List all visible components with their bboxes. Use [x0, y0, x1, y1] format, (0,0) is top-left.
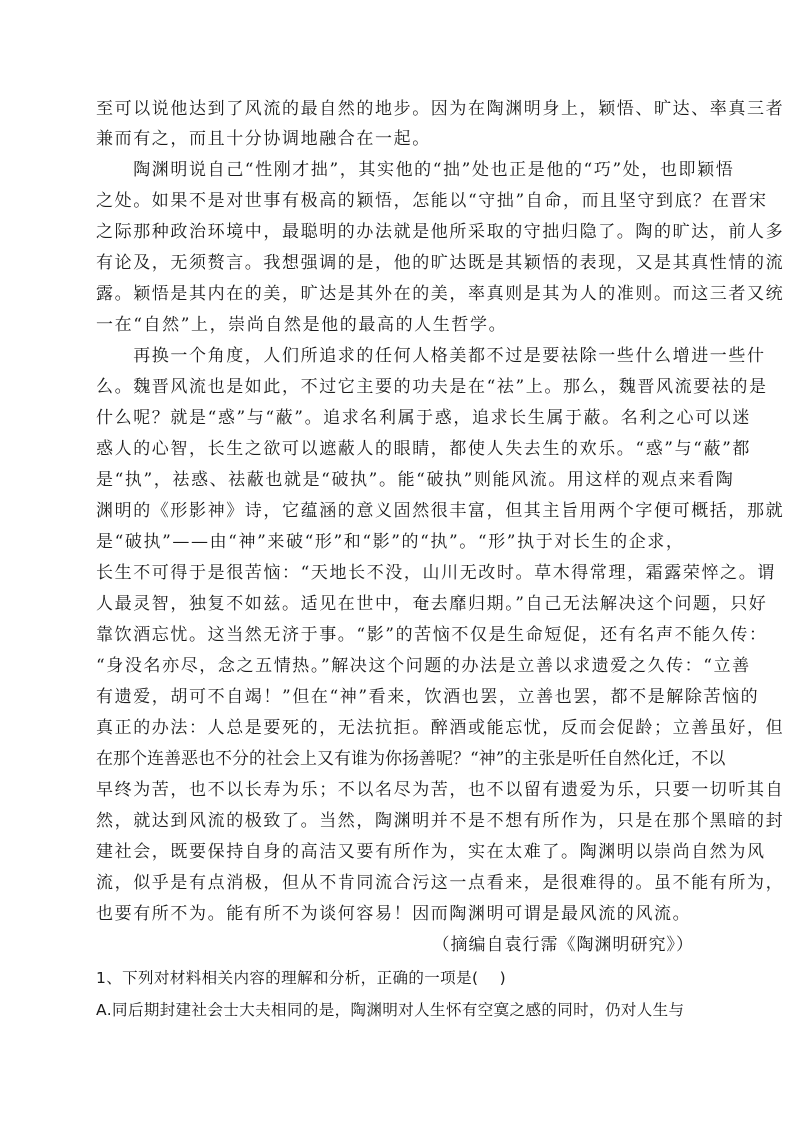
- passage-line: 长生不可得于是很苦恼：“天地长不没，山川无改时。草木得常理，霜露荣悴之。谓: [96, 563, 776, 583]
- passage-line: 是“破执”——由“神”来破“形”和“影”的“执”。“形”执于对长生的企求，: [96, 532, 685, 552]
- passage-line: 之处。如果不是对世事有极高的颖悟，怎能以“守拙”自命，而且坚守到底？在晋宋: [96, 191, 768, 211]
- passage-line: “身没名亦尽，念之五情热。”解决这个问题的办法是立善以求遗爱之久传：“立善: [96, 656, 751, 676]
- passage-line: 是“执”，祛惑、祛蔽也就是“破执”。能“破执”则能风流。用这样的观点来看陶: [96, 470, 735, 490]
- passage-line: 流，似乎是有点消极，但从不肯同流合污这一点看来，是很难得的。虽不能有所为，: [96, 873, 785, 893]
- passage-line: 人最灵智，独复不如兹。适见在世中，奄去靡归期。”自己无法解决这个问题，只好: [96, 594, 768, 614]
- passage-line: 惑人的心智，长生之欲可以遮蔽人的眼睛，都使人失去生的欢乐。“惑”与“蔽”都: [96, 439, 751, 459]
- question-stem: 1、下列对材料相关内容的理解和分析，正确的一项是( ): [96, 969, 507, 987]
- passage-line: 渊明的《形影神》诗，它蕴涵的意义固然很丰富，但其主旨用两个字便可概括，那就: [96, 501, 785, 521]
- source-citation: （摘编自袁行霈《陶渊明研究》）: [432, 935, 694, 955]
- passage-line: 有遗爱，胡可不自竭！”但在“神”看来，饮酒也罢，立善也罢，都不是解除苦恼的: [96, 687, 760, 707]
- passage-line: 也要有所不为。能有所不为谈何容易！因而陶渊明可谓是最风流的风流。: [96, 904, 692, 924]
- passage-line: 陶渊明说自己“性刚才拙”，其实他的“拙”处也正是他的“巧”处，也即颖悟: [96, 160, 735, 180]
- passage-line: 早终为苦，也不以长寿为乐；不以名尽为苦，也不以留有遗爱为乐，只要一切听其自: [96, 780, 785, 800]
- passage-line: 真正的办法：人总是要死的，无法抗拒。醉酒或能忘忧，反而会促龄；立善虽好，但: [96, 718, 785, 738]
- passage-line: 再换一个角度，人们所追求的任何人格美都不过是要祛除一些什么增进一些什: [96, 346, 766, 366]
- passage-line: 至可以说他达到了风流的最自然的地步。因为在陶渊明身上，颖悟、旷达、率真三者: [96, 99, 785, 119]
- passage-line: 么。魏晋风流也是如此，不过它主要的功夫是在“祛”上。那么，魏晋风流要祛的是: [96, 377, 768, 397]
- passage-line: 然，就达到风流的极致了。当然，陶渊明并不是不想有所作为，只是在那个黑暗的封: [96, 811, 785, 831]
- answer-option-a: A.同后期封建社会士大夫相同的是，陶渊明对人生怀有空寞之感的同时，仍对人生与: [96, 1001, 685, 1019]
- passage-line: 靠饮酒忘忧。这当然无济于事。“影”的苦恼不仅是生命短促，还有名声不能久传：: [96, 625, 768, 645]
- passage-line: 有论及，无须赘言。我想强调的是，他的旷达既是其颖悟的表现，又是其真性情的流: [96, 253, 785, 273]
- passage-line: 露。颖悟是其内在的美，旷达是其外在的美，率真则是其为人的准则。而这三者又统: [96, 284, 785, 304]
- passage-line: 什么呢？就是“惑”与“蔽”。追求名利属于惑，追求长生属于蔽。名利之心可以迷: [96, 408, 751, 428]
- passage-line: 一在“自然”上，崇尚自然是他的最高的人生哲学。: [96, 315, 508, 335]
- passage-line: 建社会，既要保持自身的高洁又要有所作为，实在太难了。陶渊明以崇尚自然为风: [96, 842, 766, 862]
- passage-line: 兼而有之，而且十分协调地融合在一起。: [96, 129, 431, 149]
- passage-line: 之际那种政治环境中，最聪明的办法就是他所采取的守拙归隐了。陶的旷达，前人多: [96, 222, 785, 242]
- passage-line: 在那个连善恶也不分的社会上又有谁为你扬善呢？“神”的主张是听任自然化迁，不以: [96, 749, 726, 769]
